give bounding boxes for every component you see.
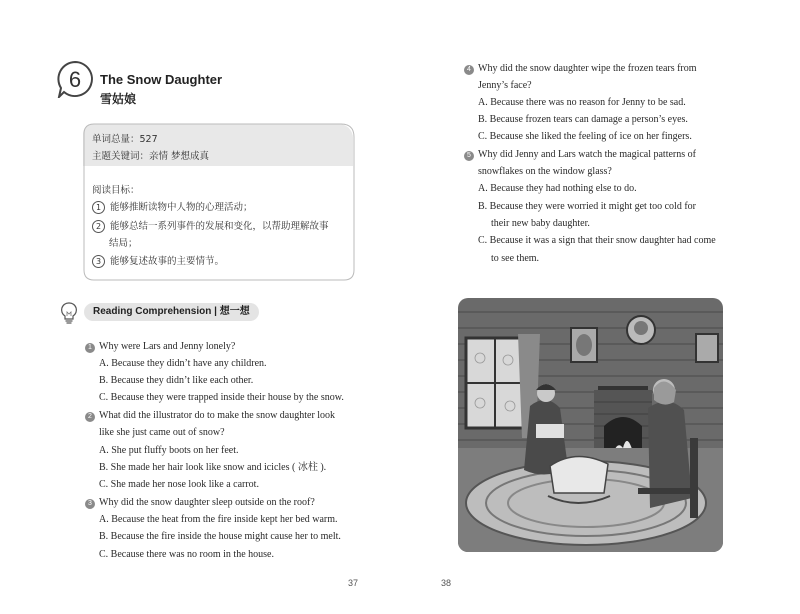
- cabin-scene-image: [458, 298, 723, 552]
- question-number: 2: [85, 412, 95, 422]
- lightbulb-icon: [60, 301, 78, 325]
- goal-number: 2: [92, 220, 105, 233]
- goals-title: 阅读目标：: [92, 185, 140, 196]
- goal-number: 1: [92, 201, 105, 214]
- question-text: Why did the snow daughter sleep outside on the roof?: [99, 497, 315, 508]
- answer-option: C. Because they were trapped inside their house by the snow.: [99, 392, 344, 403]
- answer-option: B. Because they didn’t like each other.: [99, 375, 254, 386]
- answer-option: A. Because they didn’t have any children.: [99, 358, 267, 369]
- question-number: 4: [464, 65, 474, 75]
- goal-text: 能够复述故事的主要情节。: [110, 256, 225, 267]
- answer-option-continued: to see them.: [491, 253, 540, 264]
- word-count: 单词总量：527: [92, 134, 158, 145]
- answer-option: B. She made her hair look like snow and icicles ( 冰柱 ).: [99, 462, 327, 473]
- question-text: Why did the snow daughter wipe the frozen tears from: [478, 63, 697, 74]
- answer-option: C. Because she liked the feeling of ice on her fingers.: [478, 131, 692, 142]
- answer-option: B. Because the fire inside the house might cause her to melt.: [99, 531, 341, 542]
- chapter-number: 6: [68, 67, 82, 92]
- answer-option-continued: their new baby daughter.: [491, 218, 590, 229]
- answer-option: B. Because they were worried it might get too cold for: [478, 201, 696, 212]
- page-number-right: 38: [441, 578, 452, 588]
- keywords: 主题关键词：亲情 梦想成真: [92, 151, 210, 162]
- answer-option: A. Because they had nothing else to do.: [478, 183, 637, 194]
- chapter-title: The Snow Daughter: [100, 72, 223, 87]
- question: [85, 494, 315, 511]
- question-text-continued: like she just came out of snow?: [99, 427, 225, 438]
- chapter-number-badge: [56, 60, 94, 98]
- question-number: 1: [85, 343, 95, 353]
- question-text: Why were Lars and Jenny lonely?: [99, 341, 236, 352]
- answer-option: A. Because the heat from the fire inside kept her bed warm.: [99, 514, 338, 525]
- question: [85, 407, 335, 424]
- question-text-continued: snowflakes on the window glass?: [478, 166, 612, 177]
- question-text: Why did Jenny and Lars watch the magical patterns of: [478, 149, 696, 160]
- goal-text-continued: 结局；: [109, 238, 138, 249]
- answer-option: C. Because there was no room in the house.: [99, 549, 274, 560]
- goal-item: [92, 218, 329, 233]
- answer-option: A. She put fluffy boots on her feet.: [99, 445, 239, 456]
- question: [85, 338, 235, 355]
- question: [464, 60, 697, 77]
- goal-text: 能够推断读物中人物的心理活动；: [110, 202, 253, 213]
- story-illustration: [458, 298, 723, 552]
- answer-option: C. She made her nose look like a carrot.: [99, 479, 259, 490]
- question-number: 5: [464, 151, 474, 161]
- answer-option: B. Because frozen tears can damage a person’s eyes.: [478, 114, 688, 125]
- question-text: What did the illustrator do to make the snow daughter look: [99, 410, 336, 421]
- question-number: 3: [85, 499, 95, 509]
- question-text-continued: Jenny’s face?: [478, 80, 532, 91]
- chapter-subtitle: 雪姑娘: [100, 92, 137, 106]
- answer-option: C. Because it was a sign that their snow daughter had come: [478, 235, 716, 246]
- question: [464, 146, 696, 163]
- goal-item: [92, 199, 253, 214]
- goal-item: [92, 253, 224, 268]
- goal-text: 能够总结一系列事件的发展和变化，以帮助理解故事: [110, 221, 329, 232]
- goal-number: 3: [92, 255, 105, 268]
- answer-option: A. Because there was no reason for Jenny to be sad.: [478, 97, 686, 108]
- reading-comprehension-header: Reading Comprehension | 想一想: [84, 303, 259, 321]
- page-number-left: 37: [348, 578, 359, 588]
